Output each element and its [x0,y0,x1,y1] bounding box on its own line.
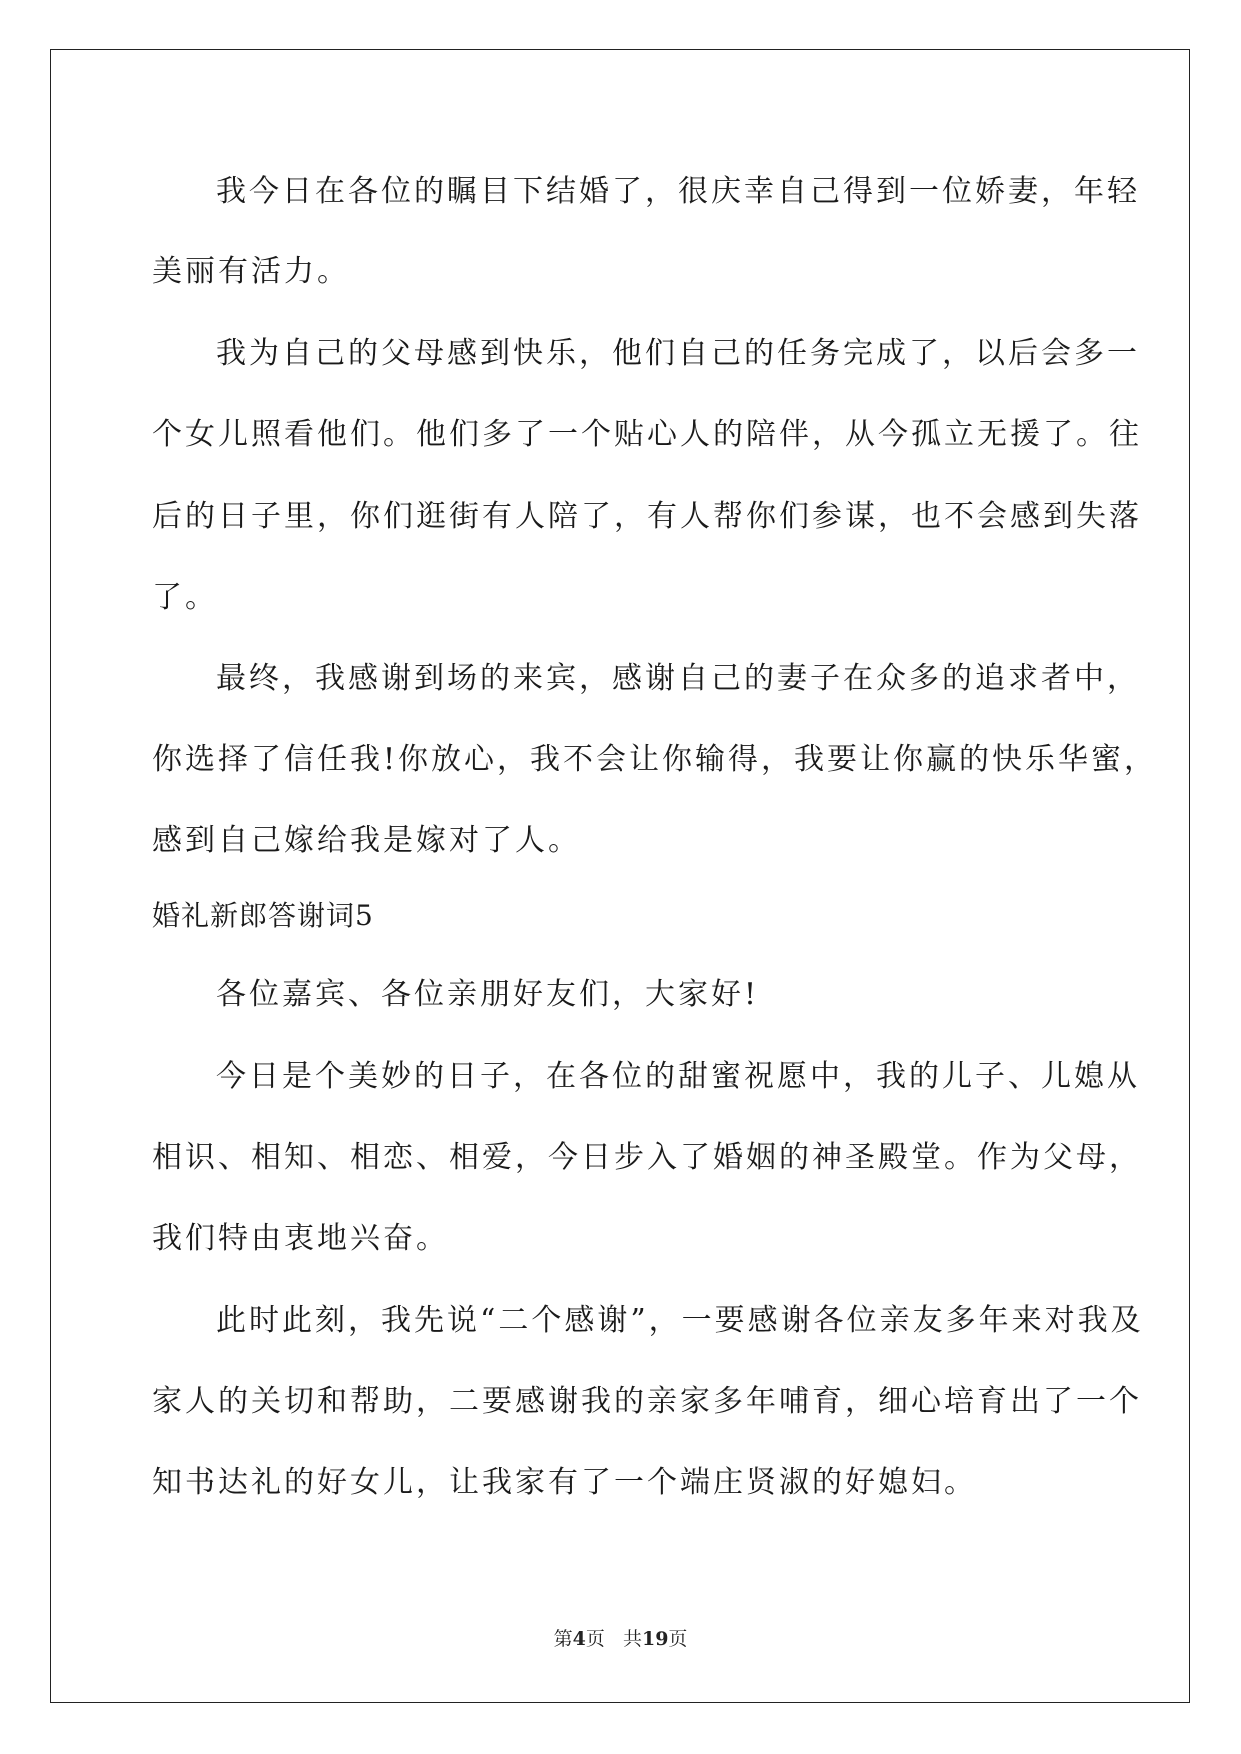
footer-total-suffix: 页 [668,1628,688,1650]
paragraph-line: 知书达礼的好女儿，让我家有了一个端庄贤淑的好媳妇。 [152,1465,977,1500]
paragraph-line: 最终，我感谢到场的来宾，感谢自己的妻子在众多的追求者中， [216,661,1140,696]
paragraph-line: 家人的关切和帮助，二要感谢我的亲家多年哺育，细心培育出了一个 [152,1384,1142,1419]
paragraph-line: 了。 [152,580,218,615]
paragraph-line: 今日是个美妙的日子，在各位的甜蜜祝愿中，我的儿子、儿媳从 [216,1059,1140,1094]
paragraph-line: 你选择了信任我!你放心，我不会让你输得，我要让你赢的快乐华蜜， [152,742,1158,777]
paragraph-line: 此时此刻，我先说“二个感谢”，一要感谢各位亲友多年来对我及 [216,1303,1144,1338]
paragraph-line: 相识、相知、相恋、相爱，今日步入了婚姻的神圣殿堂。作为父母， [152,1140,1142,1175]
section-heading: 婚礼新郎答谢词5 [152,899,374,932]
paragraph-line: 感到自己嫁给我是嫁对了人。 [152,823,581,858]
paragraph-line: 各位嘉宾、各位亲朋好友们，大家好! [216,977,760,1012]
paragraph-line: 美丽有活力。 [152,254,350,289]
footer-page-number: 4 [572,1628,586,1650]
footer-page-suffix: 页 [585,1628,605,1650]
footer-total-prefix: 共 [622,1628,642,1650]
footer-prefix: 第 [553,1628,573,1650]
paragraph-line: 后的日子里，你们逛街有人陪了，有人帮你们参谋，也不会感到失落 [152,499,1142,534]
paragraph-line: 我今日在各位的瞩目下结婚了，很庆幸自己得到一位娇妻，年轻 [216,174,1140,209]
paragraph-line: 个女儿照看他们。他们多了一个贴心人的陪伴，从今孤立无援了。往 [152,417,1142,452]
page-footer [0,1624,1241,1651]
paragraph-line: 我为自己的父母感到快乐，他们自己的任务完成了，以后会多一 [216,336,1140,371]
paragraph-line: 我们特由衷地兴奋。 [152,1221,449,1256]
page-border [50,49,1190,1703]
footer-total-pages: 19 [641,1628,669,1650]
